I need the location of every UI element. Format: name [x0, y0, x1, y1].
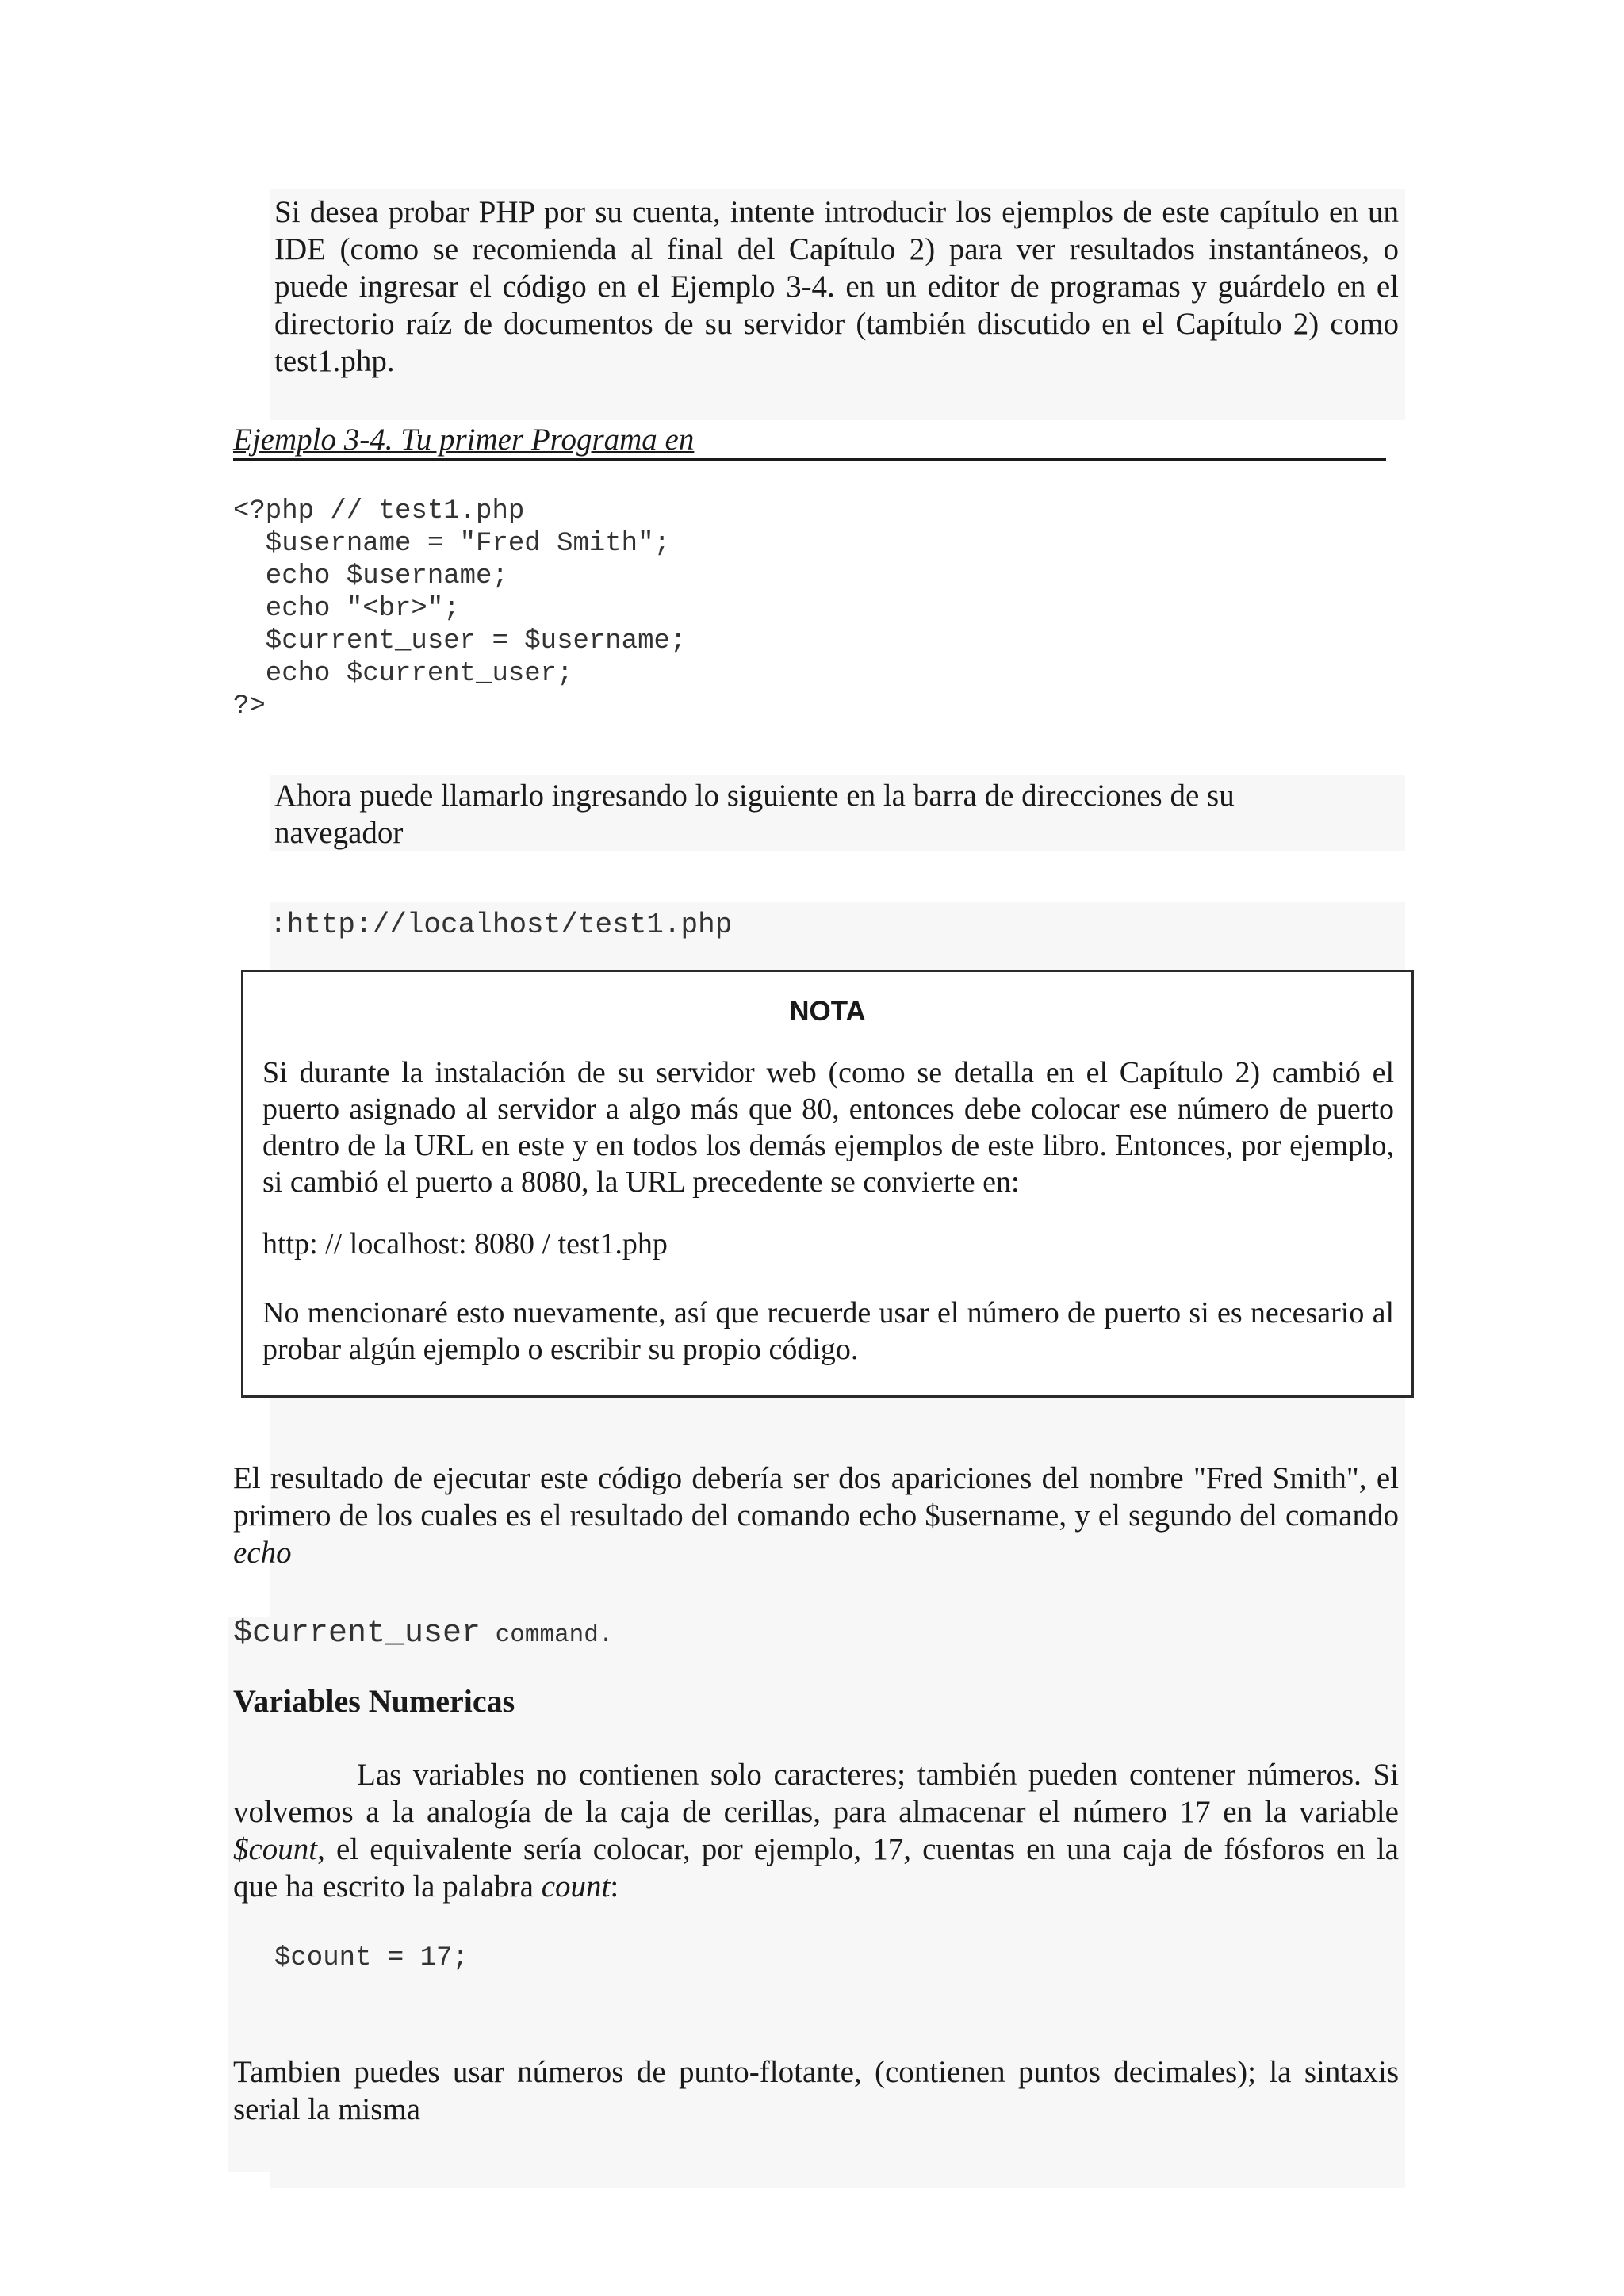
note-paragraph: Si durante la instalación de su servidor web (como se detalla en el Capítulo 2) cambió el puerto asignado al servidor a algo más que 80, entonces debe colocar ese número de puerto dentro de la URL en este y en todos los demás ejemplos de este libro. Entonces, por ejemplo, si cambió el puerto a 8080, la URL precedente se convierte en:	[262, 1056, 1394, 1199]
code-line: $current_user = $username;	[233, 626, 687, 656]
numeric-text: Las variables no contienen solo caracteres; también pueden contener números. Si volvemos a la analogía de la caja de cerillas, para almacenar el número 17 en la variable	[233, 1758, 1399, 1829]
current-user-var: $current_user	[233, 1616, 481, 1651]
note-box	[241, 970, 1414, 1398]
note-paragraph: No mencionaré esto nuevamente, así que recuerde usar el número de puerto si es necesario al probar algún ejemplo o escribir su propio código.	[262, 1296, 1394, 1366]
example-caption-text: Ejemplo 3-4. Tu primer Programa en	[233, 423, 695, 457]
numeric-var: $count	[233, 1832, 318, 1866]
result-em: echo	[233, 1536, 292, 1570]
code-line: <?php // test1.php	[233, 496, 525, 526]
note-title: NOTA	[789, 996, 866, 1027]
code-line: echo $current_user;	[233, 659, 573, 689]
numeric-paragraph	[233, 1756, 1399, 1905]
current-user-line	[233, 1616, 614, 1656]
section-heading: Variables Numericas	[233, 1683, 515, 1719]
code-line: $username = "Fred Smith";	[233, 529, 670, 559]
float-paragraph: Tambien puedes usar números de punto-flotante, (contienen puntos decimales); la sintaxis serial la misma	[233, 2055, 1399, 2126]
numeric-text: :	[610, 1869, 619, 1904]
current-user-rest: command.	[481, 1621, 614, 1649]
numeric-word: count	[541, 1869, 611, 1904]
code-line: ?>	[233, 691, 266, 721]
intro-paragraph: Si desea probar PHP por su cuenta, intente introducir los ejemplos de este capítulo en un IDE (como se recomienda al final del Capítulo 2) para ver resultados instantáneos, o puede ingresar el código en el Ejemplo 3-4. en un editor de programas y guárdelo en el directorio raíz de documentos de su servidor (también discutido en el Capítulo 2) como test1.php.	[274, 195, 1399, 378]
result-text: El resultado de ejecutar este código debería ser dos apariciones del nombre "Fred Smith", el primero de los cuales es el resultado del comando echo $username, y el segundo del comando	[233, 1461, 1399, 1533]
code-line: echo "<br>";	[233, 594, 460, 624]
url-line: :http://localhost/test1.php	[270, 909, 733, 941]
example-caption	[233, 422, 1386, 461]
count-code: $count = 17;	[274, 1943, 469, 1973]
call-paragraph: Ahora puede llamarlo ingresando lo siguiente en la barra de direcciones de su navegador	[274, 779, 1235, 850]
note-url: http: // localhost: 8080 / test1.php	[262, 1227, 668, 1261]
code-line: echo $username;	[233, 561, 508, 591]
result-paragraph	[233, 1460, 1399, 1571]
numeric-text: , el equivalente sería colocar, por ejemplo, 17, cuentas en una caja de fósforos en la que ha escrito la palabra	[233, 1832, 1399, 1904]
